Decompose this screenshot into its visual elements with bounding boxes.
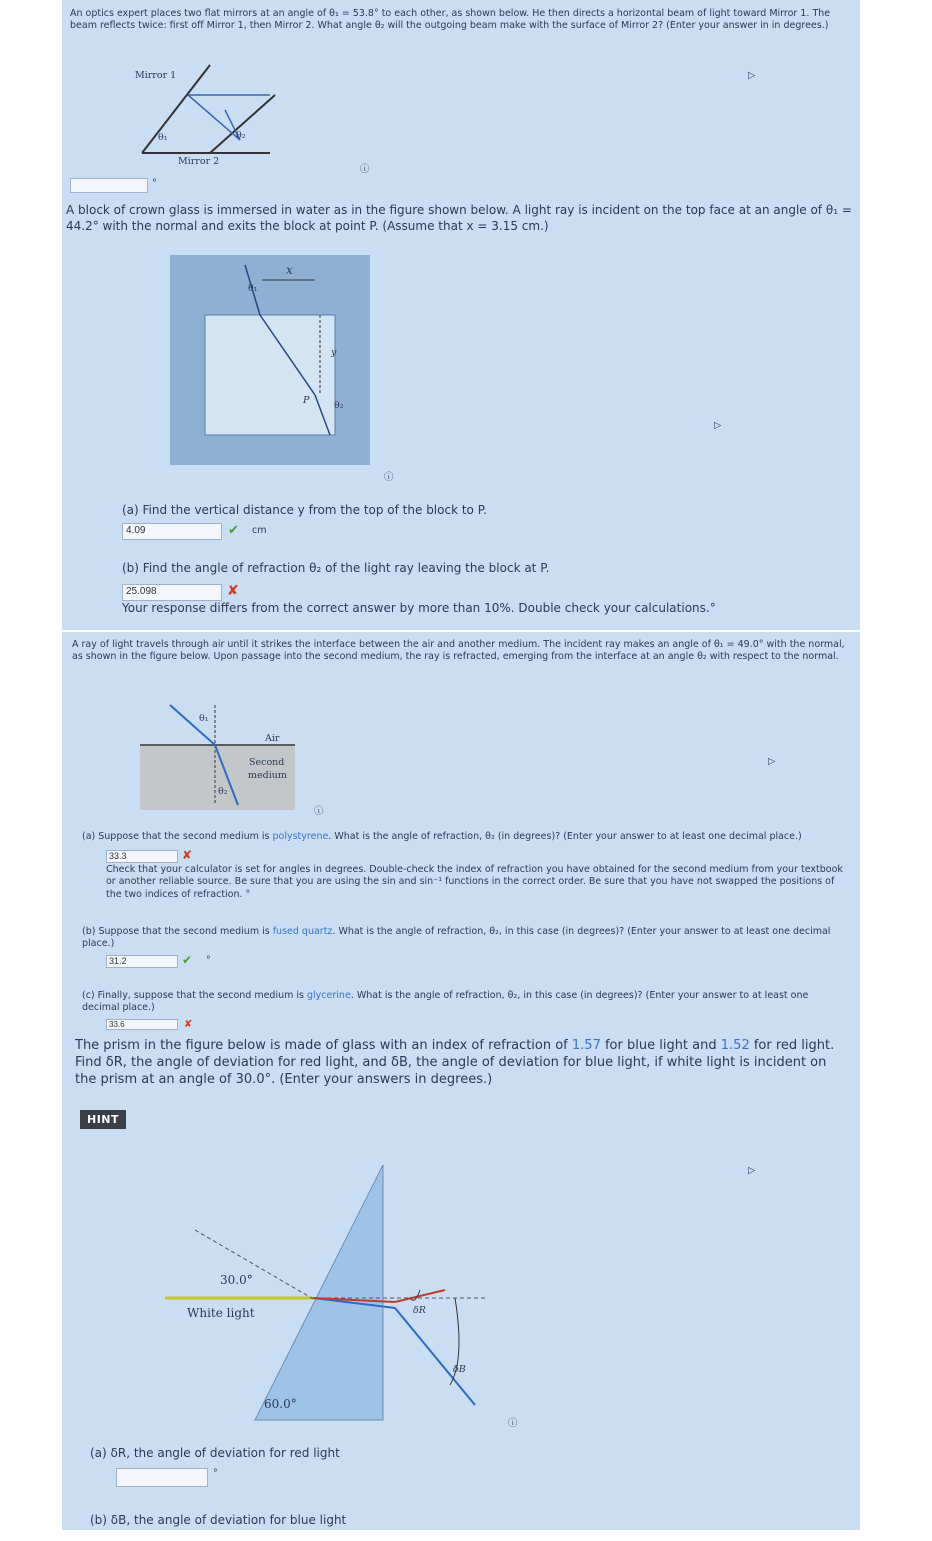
- q2-part-a-input[interactable]: 4.09: [122, 523, 222, 540]
- cursor-icon: ▷: [768, 756, 776, 767]
- question1-text: An optics expert places two flat mirrors at an angle of θ₁ = 53.8° to each other, as shown below. He then directs a horizontal beam of light toward Mirror 1. The beam reflects twice: first off Mirror 1, then Mirror 2. What angle θ₂ will the outgoing beam make with the surface of Mirror 2? (Enter your answer in in degrees.): [70, 8, 831, 32]
- q4-part-a-input[interactable]: [116, 1468, 208, 1487]
- cursor-icon: ▷: [714, 420, 722, 431]
- white-light-label: White light: [187, 1306, 255, 1320]
- glass-block-figure: [170, 255, 370, 465]
- mirror2-label: Mirror 2: [178, 156, 220, 167]
- q2-part-a-unit: cm: [252, 525, 267, 536]
- air-label: Air: [265, 733, 280, 744]
- theta2-label: θ₂: [334, 400, 344, 411]
- q2-part-b-input[interactable]: 25.098: [122, 584, 222, 601]
- apex-angle-label: 60.0°: [264, 1397, 297, 1411]
- q3-part-a-text: (a) Suppose that the second medium is polystyrene. What is the angle of refraction, θ₂ (in degrees)? (Enter your answer to at least one decimal place.): [82, 831, 802, 842]
- check-icon: ✔: [182, 953, 193, 967]
- degree-mark: °: [206, 955, 211, 966]
- q3-part-c-text: (c) Finally, suppose that the second medium is glycerine. What is the angle of refraction, θ₂, in this case (in degrees)? (Enter your answer to at least one decimal place.): [82, 990, 809, 1014]
- material-glycerine: glycerine: [307, 990, 351, 1001]
- question2-text: A block of crown glass is immersed in water as in the figure shown below. A light ray is incident on the top face at an angle of θ₁ = 44.2° with the normal and exits the block at point P. (Assume that x = 3.15 cm.): [66, 203, 852, 233]
- second-label: Second: [249, 757, 285, 768]
- q3-part-c-input[interactable]: 33.6: [106, 1019, 178, 1030]
- p-label: P: [303, 395, 310, 406]
- material-polystyrene: polystyrene: [272, 831, 329, 842]
- theta2-label: θ₂: [218, 786, 228, 797]
- mirror1-label: Mirror 1: [135, 70, 177, 81]
- q3-part-a-feedback: Check that your calculator is set for angles in degrees. Double-check the index of refraction you have obtained for the second medium from your textbook or another reliable source. Be sure that you are using the sin and sin⁻¹ functions in the correct order. Be sure that you have not swapped the positions of the two indices of refraction. °: [106, 864, 843, 900]
- theta1-label: θ₁: [158, 132, 168, 143]
- q4-part-b-text: (b) δB, the angle of deviation for blue light: [90, 1513, 347, 1527]
- n-blue: 1.57: [571, 1038, 601, 1053]
- q1-answer-input[interactable]: [70, 178, 148, 193]
- q3-part-b-text: (b) Suppose that the second medium is fused quartz. What is the angle of refraction, θ₂, in this case (in degrees)? (Enter your answer to at least one decimal place.): [82, 926, 831, 950]
- q3-part-a-input[interactable]: 33.3: [106, 850, 178, 863]
- q2-part-a-text: (a) Find the vertical distance y from the top of the block to P.: [122, 503, 487, 517]
- prism-figure: [165, 1160, 495, 1430]
- q1-degree-unit: °: [152, 178, 157, 189]
- theta1-label: θ₁: [248, 283, 258, 294]
- y-label: y: [331, 347, 337, 358]
- info-icon[interactable]: ⓘ: [384, 472, 394, 483]
- q2-part-b-text: (b) Find the angle of refraction θ₂ of the light ray leaving the block at P.: [122, 561, 550, 575]
- info-icon[interactable]: ⓘ: [508, 1418, 518, 1429]
- question4-text: The prism in the figure below is made of glass with an index of refraction of 1.57 for blue light and 1.52 for red light. Find δR, the angle of deviation for red light, and δB, the angle of deviation for blue light, if white light is incident on the prism at an angle of 30.0°. (Enter your answers in degrees.): [75, 1038, 835, 1087]
- material-fused-quartz: fused quartz: [272, 926, 333, 937]
- q4-part-a-unit: °: [213, 1468, 218, 1479]
- hint-button[interactable]: HINT: [80, 1110, 126, 1129]
- q2-part-b-feedback: Your response differs from the correct answer by more than 10%. Double check your calculations.°: [122, 601, 716, 615]
- delta-r-label: δR: [413, 1305, 426, 1316]
- x-label: x: [286, 263, 293, 277]
- delta-b-label: δB: [453, 1364, 466, 1375]
- check-icon: ✔: [228, 523, 239, 538]
- cursor-icon: ▷: [748, 1165, 756, 1176]
- question3-text: A ray of light travels through air until it strikes the interface between the air and another medium. The incident ray makes an angle of θ₁ = 49.0° with the normal, as shown in the figure below. Upon passage into the second medium, the ray is refracted, emerging from the interface at an angle θ₂ with respect to the normal.: [72, 639, 845, 663]
- q4-part-a-text: (a) δR, the angle of deviation for red light: [90, 1446, 340, 1460]
- theta1-label: θ₁: [199, 713, 209, 724]
- cross-icon: ✘: [227, 583, 239, 599]
- medium-label: medium: [248, 770, 287, 781]
- incident-angle-label: 30.0°: [220, 1273, 253, 1287]
- cursor-icon: ▷: [748, 70, 756, 81]
- info-icon[interactable]: ⓘ: [360, 164, 370, 175]
- cross-icon: ✘: [184, 1019, 193, 1030]
- n-red: 1.52: [720, 1038, 750, 1053]
- cross-icon: ✘: [182, 848, 193, 862]
- q3-part-b-input[interactable]: 31.2: [106, 955, 178, 968]
- info-icon[interactable]: ⓘ: [314, 806, 324, 817]
- theta2-label: θ₂: [236, 130, 246, 141]
